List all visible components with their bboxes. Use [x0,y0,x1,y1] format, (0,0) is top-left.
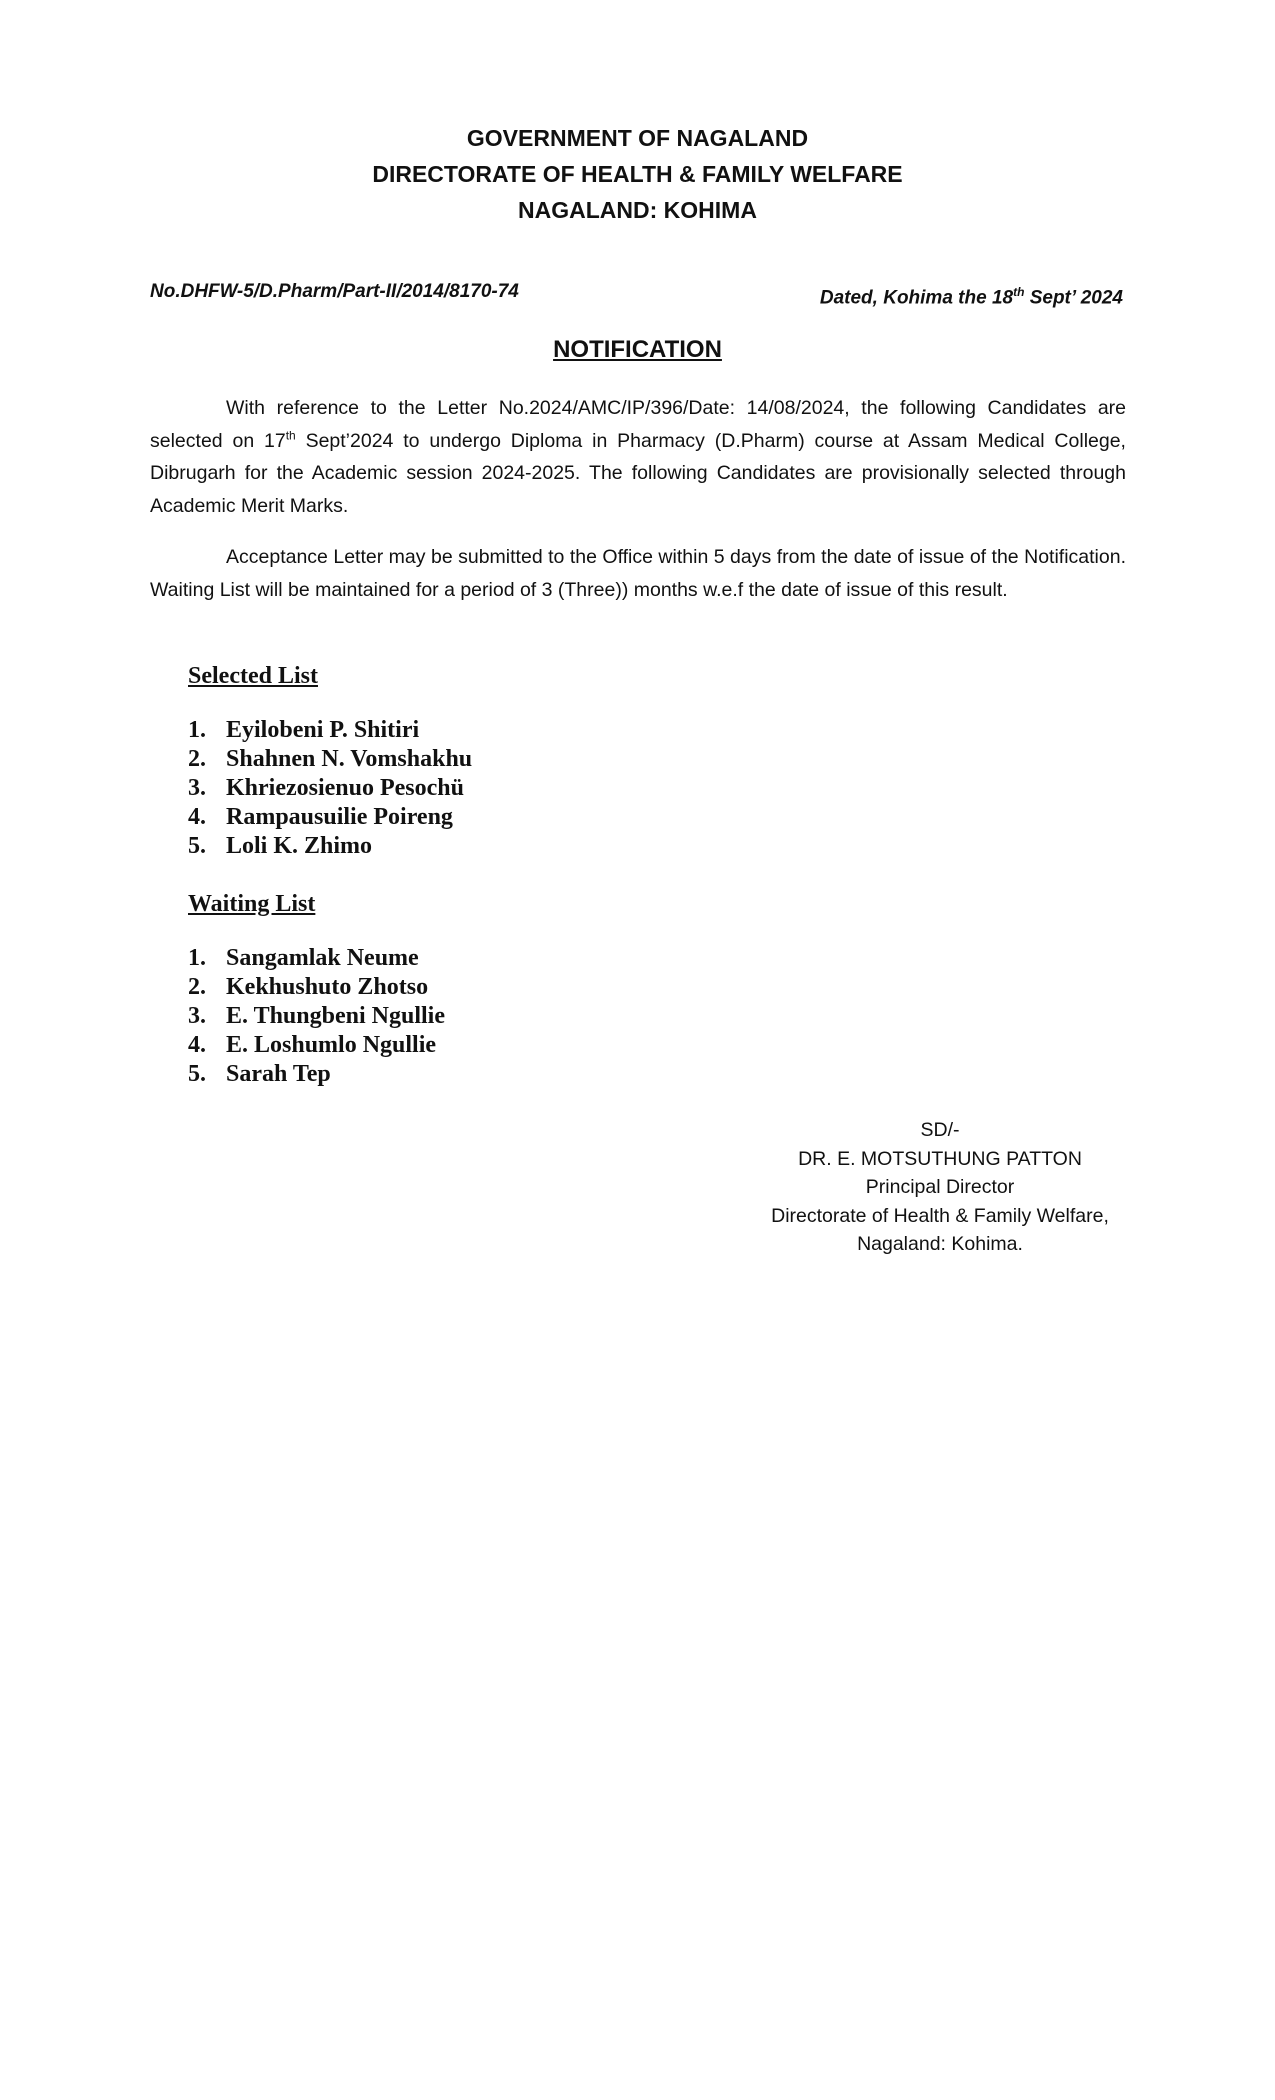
selected-list [188,716,472,861]
date-suffix: Sept’ 2024 [1024,287,1123,309]
signatory-name: DR. E. MOTSUTHUNG PATTON [798,1147,1082,1170]
signatory-place: Nagaland: Kohima. [857,1233,1023,1255]
candidate-name: Rampausuilie Poireng [226,804,453,830]
waiting-list [188,944,445,1089]
header-location: NAGALAND: KOHIMA [518,197,757,223]
document-header [0,120,1275,228]
candidate-name: Kekhushuto Zhotso [226,974,429,1000]
item-number: 3. [188,1003,206,1029]
waiting-list-title: Waiting List [188,891,316,917]
paragraph1-part2: Sept’2024 to undergo Diploma in Pharmacy (D.Pharm) course at Assam Medical College, Dibrugarh for the Academic session 2024-2025. The following Candidates are provisionally selected through Academic Merit Marks. [150,429,1126,517]
selected-list-title: Selected List [188,663,318,689]
candidate-name: Khriezosienuo Pesochü [226,775,464,801]
list-item [188,716,472,745]
signatory-office: Directorate of Health & Family Welfare, [771,1204,1109,1227]
date-prefix: Dated, Kohima the 18 [819,287,1014,309]
list-item [188,1060,445,1089]
item-number: 3. [188,775,206,801]
item-number: 4. [188,804,206,830]
item-number: 1. [188,945,206,971]
reference-date [820,278,1123,312]
item-number: 5. [188,1061,206,1087]
paragraph1-superscript: th [285,428,296,442]
item-number: 2. [188,974,206,1000]
date-superscript: th [1013,285,1025,299]
list-item [188,973,445,1002]
notification-title: NOTIFICATION [553,336,722,363]
candidate-name: E. Loshumlo Ngullie [226,1032,437,1058]
signatory-designation: Principal Director [865,1176,1015,1198]
reference-number: No.DHFW-5/D.Pharm/Part-II/2014/8170-74 [150,281,519,302]
candidate-name: Loli K. Zhimo [226,833,373,859]
header-government: GOVERNMENT OF NAGALAND [466,125,809,151]
header-directorate: DIRECTORATE OF HEALTH & FAMILY WELFARE [372,161,903,187]
signature-block [700,1116,1180,1259]
item-number: 5. [188,833,206,859]
list-item [188,1002,445,1031]
signature-sd: SD/- [920,1119,960,1141]
candidate-name: Shahnen N. Vomshakhu [226,746,473,772]
list-item [188,944,445,973]
paragraph1-part1: With reference to the Letter No.2024/AMC/IP/396/Date: 14/08/2024, the following Candidates are selected on 17 [150,397,1126,452]
item-number: 2. [188,746,206,772]
item-number: 4. [188,1032,206,1058]
list-item [188,803,472,832]
paragraph-acceptance: Acceptance Letter may be submitted to the Office within 5 days from the date of issue of the Notification. Waiting List will be maintained for a period of 3 (Three)) months w.e.f the date of issue of this result. [150,546,1126,601]
list-item [188,745,472,774]
item-number: 1. [188,717,206,743]
paragraph-reference [150,392,1126,522]
list-item [188,832,472,861]
candidate-name: Sangamlak Neume [226,945,419,971]
candidate-name: Sarah Tep [226,1061,331,1087]
candidate-name: E. Thungbeni Ngullie [226,1003,445,1029]
list-item [188,1031,445,1060]
candidate-name: Eyilobeni P. Shitiri [226,717,420,743]
list-item [188,774,472,803]
